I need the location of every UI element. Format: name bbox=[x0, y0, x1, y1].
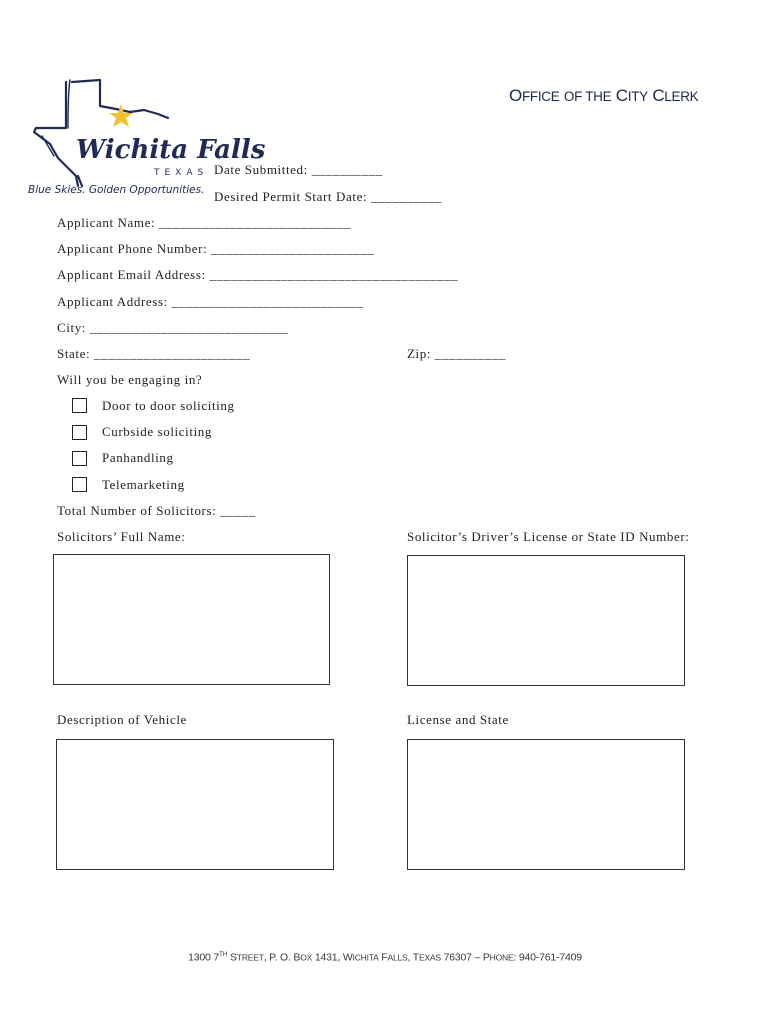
texas-outline-icon bbox=[34, 80, 168, 186]
solicitors-full-name-label: Solicitors’ Full Name: bbox=[57, 529, 186, 544]
logo-tagline: Blue Skies. Golden Opportunities. bbox=[28, 184, 205, 196]
door-to-door-label: Door to door soliciting bbox=[102, 398, 235, 413]
telemarketing-label: Telemarketing bbox=[102, 477, 185, 492]
engaging-question: Will you be engaging in? bbox=[57, 372, 203, 387]
state-field[interactable]: State: ______________________ bbox=[57, 346, 251, 361]
total-solicitors-field[interactable]: Total Number of Solicitors: _____ bbox=[57, 503, 256, 518]
license-state-label: License and State bbox=[407, 712, 509, 727]
desired-start-date-field[interactable]: Desired Permit Start Date: __________ bbox=[214, 189, 442, 204]
zip-field[interactable]: Zip: __________ bbox=[407, 346, 506, 361]
office-title: OFFICE OF THE CITY CLERK bbox=[509, 86, 699, 105]
solicitors-full-name-box[interactable] bbox=[53, 554, 330, 685]
curbside-checkbox[interactable] bbox=[72, 425, 87, 440]
applicant-name-field[interactable]: Applicant Name: ___________________________ bbox=[57, 215, 351, 230]
wichita-falls-logo bbox=[28, 72, 266, 200]
license-state-box[interactable] bbox=[407, 739, 685, 870]
door-to-door-checkbox[interactable] bbox=[72, 398, 87, 413]
applicant-email-field[interactable]: Applicant Email Address: ___________________________________ bbox=[57, 267, 459, 282]
panhandling-label: Panhandling bbox=[102, 450, 174, 465]
applicant-phone-field[interactable]: Applicant Phone Number: _______________________ bbox=[57, 241, 375, 256]
vehicle-description-label: Description of Vehicle bbox=[57, 712, 187, 727]
telemarketing-checkbox[interactable] bbox=[72, 477, 87, 492]
vehicle-description-box[interactable] bbox=[56, 739, 334, 870]
logo-wordmark: Wichita Falls bbox=[76, 135, 266, 165]
footer-address: 1300 7TH STREET, P. O. BOX 1431, WICHITA FALLS, TEXAS 76307 – PHONE: 940-761-7409 bbox=[188, 951, 582, 964]
logo-state: TEXAS bbox=[154, 168, 209, 178]
panhandling-checkbox[interactable] bbox=[72, 451, 87, 466]
curbside-label: Curbside soliciting bbox=[102, 424, 212, 439]
solicitor-license-box[interactable] bbox=[407, 555, 685, 686]
date-submitted-field[interactable]: Date Submitted: __________ bbox=[214, 162, 383, 177]
city-field[interactable]: City: ____________________________ bbox=[57, 320, 289, 335]
solicitor-license-label: Solicitor’s Driver’s License or State ID Number: bbox=[407, 529, 690, 544]
applicant-address-field[interactable]: Applicant Address: ___________________________ bbox=[57, 294, 364, 309]
